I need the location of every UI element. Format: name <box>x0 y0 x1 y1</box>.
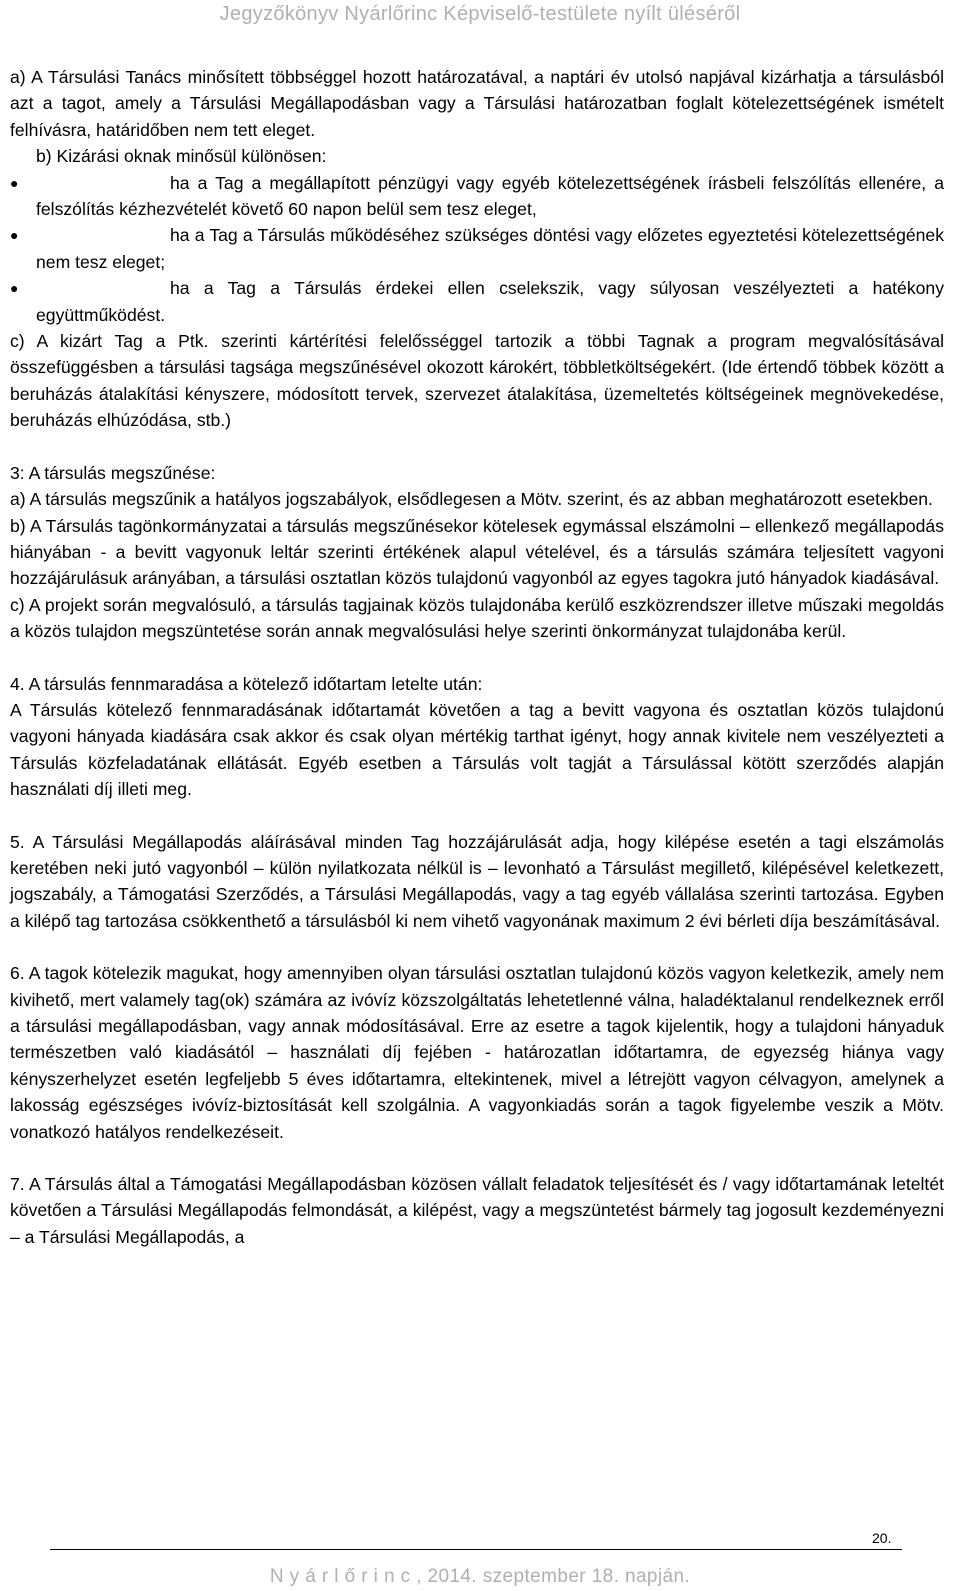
section-3-title: 3: A társulás megszűnése: <box>10 462 216 483</box>
bullet-icon: ● <box>10 280 19 297</box>
bullet-icon: ● <box>10 174 19 191</box>
paragraph-a: a) A Társulási Tanács minősített többséggel hozott határozatával, a naptári év utolsó napjával kizárhatja a társulásból azt a tagot, amely a Társulási Megállapodásban vagy a Társulási határozatban foglalt kötelezettségének ismételt felhívásra, határidőben nem tett eleget. <box>10 67 944 140</box>
exclusion-bullet-list <box>10 170 944 328</box>
list-item <box>10 222 944 275</box>
section-4-text: A Társulás kötelező fennmaradásának időtartamát követően a tag a bevitt vagyona és osztatlan közös tulajdonú vagyoni hányada kiadására csak akkor és csak olyan mértékig tarthat igényt, hogy annak kivitele nem veszélyezteti a Társulás közfeladatának ellátását. Egyéb esetben a Társulás volt tagját a Társulással kötött szerződés alapján használati díj illeti meg. <box>10 699 944 800</box>
page-header <box>0 0 960 46</box>
list-item <box>10 170 944 223</box>
page-number: 20. <box>872 1530 892 1546</box>
section-6-text: 6. A tagok kötelezik magukat, hogy amennyiben olyan társulási osztatlan tulajdonú közös vagyon keletkezik, amely nem kivihető, mert valamely tag(ok) számára az ivóvíz közszolgáltatás lehetetlenné válna, haladéktalanul rendelkeznek erről a társulási megállapodásban, vagy annak módosításával. Erre az esetre a tagok kijelentik, hogy a tulajdoni hányaduk természetben való kiadásától – használati díj fejében - határozatlan időtartamra, de egyezség hiánya vagy kényszerhelyzet esetén legfeljebb 5 éves időtartamra, eltekintenek, mivel a létrejött vagyon célvagyon, amelynek a lakosság egészséges ivóvíz-biztosítását kell szolgálnia. A vagyonkiadás során a tagok figyelembe veszik a Mötv. vonatkozó hatályos rendelkezéseit. <box>10 963 944 1142</box>
section-3-a: a) A társulás megszűnik a hatályos jogszabályok, elsődlegesen a Mötv. szerint, és az abban meghatározott esetekben. <box>10 489 933 510</box>
section-5-text: 5. A Társulási Megállapodás aláírásával minden Tag hozzájárulását adja, hogy kilépése esetén a tagi elszámolás keretében neki jutó vagyonból – külön nyilatkozata nélkül is – levonható a Társulást megillető, kilépésével keletkezett, jogszabály, a Támogatási Szerződés, a Társulási Megállapodás, vagy a tag egyéb vállalása szerinti tartozása. Egyben a kilépő tag tartozása csökkenthető a társulásból ki nem vihető vagyonának maximum 2 évi bérleti díja beszámításával. <box>10 831 944 931</box>
list-item <box>10 275 944 328</box>
section-3-b: b) A Társulás tagönkormányzatai a társulás megszűnésekor kötelesek egymással elszámolni – ellenkező megállapodás hiányában - a bevitt vagyonuk leltár szerinti értékének alapul vételével, és a társulás számára teljesített vagyoni hozzájárulásuk arányában, a társulási osztatlan közös tulajdonú vagyonból az egyes tagokra jutó hányadok kiadásával. <box>10 515 944 589</box>
bullet-text: ha a Tag a megállapított pénzügyi vagy egyéb kötelezettségének írásbeli felszólítás ellenére, a felszólítás kézhezvételét követő 60 napon belül sem tesz eleget, <box>36 172 944 220</box>
document-body <box>10 64 944 1250</box>
bullet-text: ha a Tag a Társulás működéséhez szükséges döntési vagy előzetes egyeztetési kötelezettségének nem tesz eleget; <box>36 225 944 272</box>
section-7-text: 7. A Társulás által a Támogatási Megállapodásban közösen vállalt feladatok teljesítését és / vagy időtartamának leteltét követően a Társulási Megállapodás felmondását, a kilépést, vagy a megszüntetést bármely tag jogosult kezdeményezni – a Társulási Megállapodás, a <box>10 1174 944 1247</box>
section-4-title: 4. A társulás fennmaradása a kötelező időtartam letelte után: <box>10 673 483 694</box>
paragraph-c: c) A kizárt Tag a Ptk. szerinti kártérítési felelősséggel tartozik a többi Tagnak a program megvalósításával összefüggésben a társulási tagsága megszűnésével okozott károkért, többletköltségekért. (Ide értendő többek között a beruházás átalakítási kényszere, módosított tervek, szervezet átalakítása, üzemeltetés költségeinek megnövekedése, beruházás elhúzódása, stb.) <box>10 331 944 431</box>
bullet-icon: ● <box>10 227 19 244</box>
section-3-c: c) A projekt során megvalósuló, a társulás tagjainak közös tulajdonába kerülő eszközrendszer illetve műszaki megoldás a közös tulajdon megszüntetése során annak megvalósulási helye szerinti önkormányzat tulajdonába kerül. <box>10 594 944 642</box>
header-title: Jegyzőkönyv Nyárlőrinc Képviselő-testülete nyílt üléséről <box>219 3 741 25</box>
footer-divider <box>50 1549 902 1550</box>
paragraph-b: b) Kizárási oknak minősül különösen: <box>36 146 327 167</box>
bullet-text: ha a Tag a Társulás érdekei ellen cselekszik, vagy súlyosan veszélyezteti a hatékony együttműködést. <box>36 278 944 325</box>
footer-text: N y á r l ő r i n c , 2014. szeptember 18. napján. <box>269 1566 691 1587</box>
